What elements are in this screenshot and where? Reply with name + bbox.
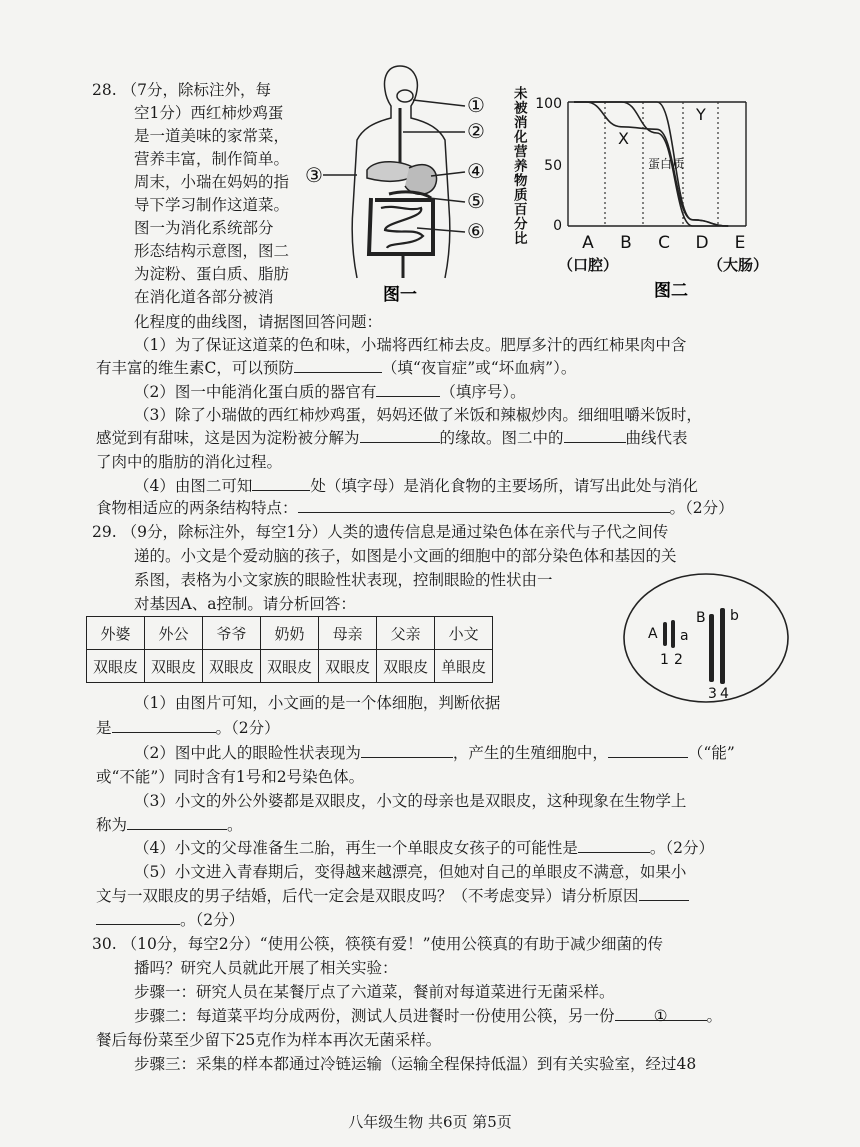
table-header: 爷爷 [203,617,261,650]
fig2-curve-protein-label: 蛋白质 [648,157,685,171]
answer-blank[interactable] [376,382,440,397]
q29-line4: 对基因A、a控制。请分析回答： [134,595,356,613]
fig2-xtick-D: D [695,233,709,253]
answer-blank[interactable] [127,815,227,830]
figure-1-digestive-system [305,58,505,308]
q28-line: 是一道美味的家常菜， [134,127,290,145]
fig2-ylabel-char: 营 [514,144,528,160]
gene-B-label: B [696,610,706,626]
q29-p5-line3: 。（2分） [96,910,244,930]
answer-blank[interactable] [252,476,310,491]
q28-p1-line1: （1）为了保证这道菜的色和味，小瑞将西红柿去皮。肥厚多汁的西红柿果肉中含 [134,336,687,354]
q28-p1-line2: 有丰富的维生素C，可以预防 （填“夜盲症”或“坏血病”）。 [96,359,577,377]
fig2-ylabel-char: 物 [514,173,528,189]
fig2-ytick-50: 50 [544,158,562,174]
q28-p3-line3: 了肉中的脂肪的消化过程。 [96,453,283,471]
q28-p3-line2: 感觉到有甜味，这是因为淀粉被分解为 的缘故。图二中的 曲线代表 [96,429,688,447]
q29-line3: 系图，表格为小文家族的眼睑性状表现，控制眼睑的性状由一 [134,571,553,589]
q30-step3: 步骤三：采集的样本都通过冷链运输（运输全程保持低温）到有关实验室，经过48 [134,1055,697,1073]
table-cell: 双眼皮 [377,650,435,683]
chromosome-2-label: 2 [674,652,683,668]
answer-blank[interactable] [564,428,626,443]
fig2-ylabel [513,85,528,247]
fig2-ylabel-char: 化 [514,129,528,146]
fig2-ylabel-char: 比 [514,231,528,247]
table-cell: 双眼皮 [203,650,261,683]
fig2-ylabel-char: 百 [514,202,528,218]
q28-line: 28. （7分，除标注外，每 [92,81,271,99]
fig2-ylabel-char: 消 [514,115,528,131]
q29-p1-line2: 是 。（2分） [96,719,280,737]
q29-p5-line2: 文与一双眼皮的男子结婚，后代一定会是双眼皮吗？（不考虑变异）请分析原因 [96,886,689,906]
fig2-ylabel-char: 被 [514,100,528,117]
fig1-label-6: ⑥ [467,219,485,243]
q28-line: 为淀粉、蛋白质、脂肪 [134,265,290,283]
q28-line: 形态结构示意图，图二 [134,242,290,260]
page-footer: 八年级生物 共6页 第5页 [348,1113,512,1131]
fig1-caption: 图一 [383,285,417,305]
q28-p4-line2: 食物相适应的两条结构特点： 。（2分） [96,499,734,517]
answer-blank[interactable] [112,718,216,733]
fig1-label-2: ② [467,119,485,143]
table-cell: 单眼皮 [435,650,493,683]
q28-line: 图一为消化系统部分 [134,219,274,237]
answer-blank[interactable] [578,838,650,853]
answer-blank[interactable] [298,498,670,513]
figure-2-digestion-chart [508,84,790,302]
table-header: 外婆 [87,617,145,650]
gene-a-label: a [680,628,689,644]
fig1-label-1: ① [467,93,485,117]
fig2-xtick-B: B [620,233,632,253]
q28-p3-line1: （3）除了小瑞做的西红柿炒鸡蛋，妈妈还做了米饭和辣椒炒肉。细细咀嚼米饭时， [134,406,702,424]
answer-blank[interactable] [294,358,382,373]
chromosome-1-label: 1 [660,652,669,668]
q29-p2-line1: （2）图中此人的眼睑性状表现为 ，产生的生殖细胞中， （“能” [134,744,735,762]
q29-p5-line1: （5）小文进入青春期后，变得越来越漂亮，但她对自己的单眼皮不满意，如果小 [134,863,687,881]
fig2-xtick-A: A [582,233,594,253]
q30-line2: 播吗？研究人员就此开展了相关实验： [134,959,398,977]
gene-A-label: A [648,626,658,642]
q29-p2-line2: 或“不能”）同时含有1号和2号染色体。 [96,768,365,786]
q28-line: 空1分）西红柿炒鸡蛋 [134,104,284,122]
q29-line2: 递的。小文是个爱动脑的孩子，如图是小文画的细胞中的部分染色体和基因的关 [134,547,677,565]
fig2-note-large-intestine: （大肠） [708,256,769,274]
q30-step1: 步骤一：研究人员在某餐厅点了六道菜，餐前对每道菜进行无菌采样。 [134,983,615,1001]
q28-line: 导下学习制作这道菜。 [134,196,290,214]
fig2-note-mouth: （口腔） [558,256,619,274]
answer-blank[interactable] [608,743,688,758]
answer-blank[interactable] [639,886,689,901]
table-header: 奶奶 [261,617,319,650]
fig1-label-4: ④ [467,159,485,183]
q29-p3-line2: 称为 。 [96,816,243,834]
answer-blank[interactable] [361,743,453,758]
fig1-label-5: ⑤ [467,189,485,213]
table-header: 父亲 [377,617,435,650]
table-header-row [87,617,493,650]
q30-line1: 30. （10分，每空2分）“使用公筷，筷筷有爱！”使用公筷真的有助于减少细菌的传 [92,935,664,953]
fig2-ylabel-char: 分 [514,216,528,233]
table-header: 外公 [145,617,203,650]
q28-p4-line1: （4）由图二可知 处（填字母）是消化食物的主要场所，请写出此处与消化 [134,477,698,495]
table-cell: 双眼皮 [145,650,203,683]
fig2-ytick-100: 100 [535,96,562,112]
q29-p1-line1: （1）由图片可知，小文画的是一个体细胞，判断依据 [134,694,501,712]
table-header: 母亲 [319,617,377,650]
q29-p4: （4）小文的父母准备生二胎，再生一个单眼皮女孩子的可能性是 。（2分） [134,839,714,857]
q28-line: 化程度的曲线图，请据图回答问题： [134,313,383,331]
table-cell: 双眼皮 [261,650,319,683]
q29-p3-line1: （3）小文的外公外婆都是双眼皮，小文的母亲也是双眼皮，这种现象在生物学上 [134,792,687,810]
fig2-caption: 图二 [654,281,688,301]
q28-line: 在消化道各部分被消 [134,288,274,306]
q30-step2: 步骤二：每道菜平均分成两份，测试人员进餐时一份使用公筷，另一份 ① 。 [134,1007,723,1025]
q28-p2: （2）图一中能消化蛋白质的器官有 （填序号）。 [134,383,526,401]
gene-b-label: b [730,608,739,624]
q30-step2-line2: 餐后每份菜至少留下25克作为样本再次无菌采样。 [96,1031,442,1049]
answer-blank[interactable] [360,428,440,443]
table-cell: 双眼皮 [319,650,377,683]
chromosome-4-label: 4 [720,686,729,702]
fig2-ylabel-char: 质 [514,187,528,204]
fig2-xtick-C: C [658,233,670,253]
chromosome-diagram [620,570,792,706]
answer-blank-1[interactable]: ① [615,1006,707,1021]
fig2-ytick-0: 0 [553,218,562,234]
fig2-ylabel-char: 未 [514,86,528,102]
fig2-xtick-E: E [734,233,746,253]
table-row [87,650,493,683]
fig1-label-3: ③ [305,163,323,187]
fig2-ylabel-char: 养 [514,158,528,175]
q28-line: 周末，小瑞在妈妈的指 [134,173,290,191]
fig2-curve-y-label: Y [696,105,706,124]
table-cell: 双眼皮 [87,650,145,683]
eyelid-trait-table [86,616,493,683]
q28-line: 营养丰富，制作简单。 [134,150,290,168]
chromosome-3-label: 3 [708,686,717,702]
q29-line1: 29. （9分，除标注外，每空1分）人类的遗传信息是通过染色体在亲代与子代之间传 [92,523,669,541]
table-header: 小文 [435,617,493,650]
fig2-curve-x-label: X [618,129,629,148]
answer-blank[interactable] [96,910,180,925]
